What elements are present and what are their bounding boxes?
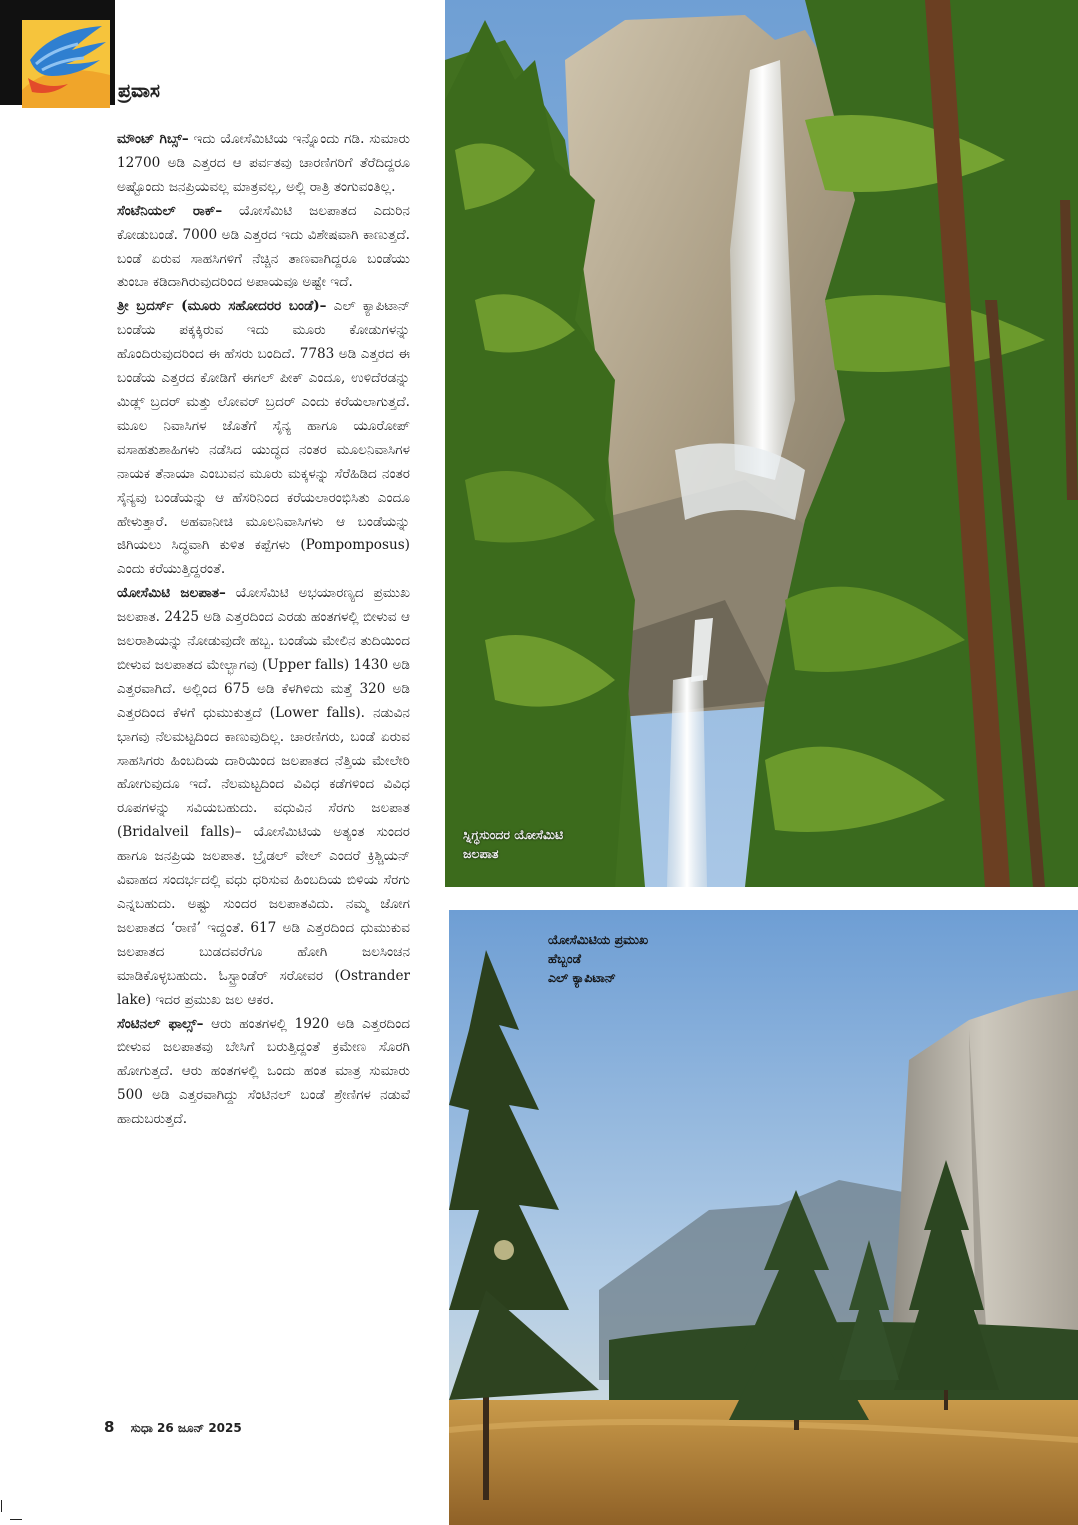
el-capitan-caption: [548, 930, 648, 987]
waterfall-caption-line1: ಸ್ನಿಗ್ಧಸುಂದರ ಯೋಸೆಮಿಟಿ: [463, 827, 564, 842]
crop-mark-horizontal: [10, 1519, 22, 1520]
section-label: ಪ್ರವಾಸ: [118, 80, 161, 102]
lead-yosemite-falls: ಯೋಸೆಮಿಟಿ ಜಲಪಾತ–: [117, 585, 226, 602]
lead-mount-gibbs: ಮೌಂಟ್ ಗಿಬ್ಸ್–: [117, 131, 189, 147]
body-yosemite-falls: ಯೋಸೆಮಿಟಿ ಅಭಯಾರಣ್ಯದ ಪ್ರಮುಖ ಜಲಪಾತ. 2425 ಅಡಿ ಎತ್ತರದಿಂದ ಎರಡು ಹಂತಗಳಲ್ಲಿ ಬೀಳುವ ಆ ಜಲರಾಶಿಯನ್ನು ನೋಡುವುದೇ ಹಬ್ಬ. ಬಂಡೆಯ ಮೇಲಿನ ತುದಿಯಿಂದ ಬೀಳುವ ಜಲಪಾತದ ಮೇಲ್ಭಾಗವು (Upper falls) 1430 ಅಡಿ ಎತ್ತರವಾಗಿದೆ. ಅಲ್ಲಿಂದ 675 ಅಡಿ ಕೆಳಗಿಳಿದು ಮತ್ತೆ 320 ಅಡಿ ಎತ್ತರದಿಂದ ಕೆಳಗೆ ಧುಮುಕುತ್ತದೆ (Lower falls). ನಡುವಿನ ಭಾಗವು ನೆಲಮಟ್ಟದಿಂದ ಕಾಣುವುದಿಲ್ಲ. ಚಾರಣಿಗರು, ಬಂಡೆ ಏರುವ ಸಾಹಸಿಗರು ಹಿಂಬದಿಯ ದಾರಿಯಿಂದ ಜಲಪಾತದ ನೆತ್ತಿಯ ಮೇಲೇರಿ ಹೋಗುವುದೂ ಇದೆ. ನೆಲಮಟ್ಟದಿಂದ ವಿವಿಧ ಕಡೆಗಳಿಂದ ವಿವಿಧ ರೂಪಗಳನ್ನು ಸವಿಯಬಹುದು. ವಧುವಿನ ಸೆರಗು ಜಲಪಾತ (Bridalveil falls)– ಯೋಸೆಮಿಟಿಯ ಅತ್ಯಂತ ಸುಂದರ ಹಾಗೂ ಜನಪ್ರಿಯ ಜಲಪಾತ. ಬ್ರೈಡಲ್ ವೇಲ್ ಎಂದರೆ ಕ್ರಿಶ್ಚಿಯನ್ ವಿವಾಹದ ಸಂದರ್ಭದಲ್ಲಿ ವಧು ಧರಿಸುವ ಹಿಂಬದಿಯ ಬಿಳಿಯ ಸೆರಗು ಎನ್ನಬಹುದು. ಅಷ್ಟು ಸುಂದರ ಜಲಪಾತವಿದು. ನಮ್ಮ ಜೋಗ ಜಲಪಾತದ ‘ರಾಣಿ’ ಇದ್ದಂತೆ. 617 ಅಡಿ ಎತ್ತರದಿಂದ ಧುಮುಕುವ ಜಲಪಾತದ ಬುಡದವರೆಗೂ ಹೋಗಿ ಜಲಸಿಂಚನ ಮಾಡಿಕೊಳ್ಳಬಹುದು. ಓಸ್ಟ್ರಾಂಡೆರ್ ಸರೋವರ (Ostrander lake) ಇದರ ಪ್ರಮುಖ ಜಲ ಆಕರ.: [117, 585, 411, 1008]
el-capitan-illustration: [449, 910, 1078, 1525]
paragraph-yosemite-falls: [117, 582, 410, 1012]
body-sentinel-falls: ಆರು ಹಂತಗಳಲ್ಲಿ 1920 ಅಡಿ ಎತ್ತರದಿಂದ ಬೀಳುವ ಜಲಪಾತವು ಬೇಸಿಗೆ ಬರುತ್ತಿದ್ದಂತೆ ಕ್ರಮೇಣ ಸೊರಗಿ ಹೋಗುತ್ತದೆ. ಆರು ಹಂತಗಳಲ್ಲಿ ಒಂದು ಹಂತ ಮಾತ್ರ ಸುಮಾರು 500 ಅಡಿ ಎತ್ತರವಾಗಿದ್ದು ಸೆಂಟಿನಲ್ ಬಂಡೆ ಶ್ರೇಣಿಗಳ ನಡುವೆ ಹಾದುಬರುತ್ತದೆ.: [117, 1015, 410, 1128]
article-body: [117, 128, 410, 1393]
el-capitan-photo: [449, 910, 1078, 1525]
page-number: 8: [104, 1418, 115, 1436]
bird-logo-icon: [22, 20, 110, 108]
lead-sentinel-falls: ಸೆಂಟಿನಲ್ ಫಾಲ್ಸ್–: [117, 1015, 204, 1032]
page-footer: [104, 1418, 242, 1436]
waterfall-photo: [445, 0, 1078, 887]
paragraph-centennial-rock: [117, 200, 410, 296]
lead-centennial-rock: ಸೆಂಟೆನಿಯಲ್ ರಾಕ್–: [117, 202, 223, 219]
waterfall-illustration: [445, 0, 1078, 887]
paragraph-sentinel-falls: [117, 1013, 410, 1133]
body-mount-gibbs: ಇದು ಯೋಸೆಮಿಟಿಯ ಇನ್ನೊಂದು ಗಡಿ. ಸುಮಾರು 12700 ಅಡಿ ಎತ್ತರದ ಆ ಪರ್ವತವು ಚಾರಣಿಗರಿಗೆ ತೆರೆದಿದ್ದರೂ ಅಷ್ಟೊಂದು ಜನಪ್ರಿಯವಲ್ಲ ಮಾತ್ರವಲ್ಲ, ಅಲ್ಲಿ ರಾತ್ರಿ ತಂಗುವಂತಿಲ್ಲ.: [117, 131, 410, 195]
waterfall-caption-line2: ಜಲಪಾತ: [463, 846, 499, 861]
body-three-brothers: ಎಲ್ ಕ್ಯಾಪಿಟಾನ್ ಬಂಡೆಯ ಪಕ್ಕಕ್ಕಿರುವ ಇದು ಮೂರು ಕೋಡುಗಳನ್ನು ಹೊಂದಿರುವುದರಿಂದ ಈ ಹೆಸರು ಬಂದಿದೆ. 7783 ಅಡಿ ಎತ್ತರದ ಈ ಬಂಡೆಯ ಎತ್ತರದ ಕೋಡಿಗೆ ಈಗಲ್ ಪೀಕ್ ಎಂದೂ, ಉಳಿದೆರಡನ್ನು ಮಿಡ್ಲ್ ಬ್ರದರ್ ಮತ್ತು ಲೋವರ್ ಬ್ರದರ್ ಎಂದು ಕರೆಯಲಾಗುತ್ತದೆ. ಮೂಲ ನಿವಾಸಿಗಳ ಜೊತೆಗೆ ಸೈನ್ಯ ಹಾಗೂ ಯೂರೋಪ್ ವಸಾಹತುಶಾಹಿಗಳು ನಡೆಸಿದ ಯುದ್ಧದ ನಂತರ ಮೂಲನಿವಾಸಿಗಳ ನಾಯಕ ತೆನಾಯಾ ಎಂಬುವನ ಮೂರು ಮಕ್ಕಳನ್ನು ಸೆರೆಹಿಡಿದ ನಂತರ ಸೈನ್ಯವು ಬಂಡೆಯನ್ನು ಆ ಹೆಸರಿನಿಂದ ಕರೆಯಲಾರಂಭಿಸಿತು ಎಂದೂ ಹೇಳುತ್ತಾರೆ. ಅಹವಾನೀಚಿ ಮೂಲನಿವಾಸಿಗಳು ಆ ಬಂಡೆಯನ್ನು ಜಿಗಿಯಲು ಸಿದ್ಧವಾಗಿ ಕುಳಿತ ಕಪ್ಪೆಗಳು (Pompomposus) ಎಂದು ಕರೆಯುತ್ತಿದ್ದರಂತೆ.: [117, 298, 410, 578]
waterfall-caption: [463, 825, 563, 863]
publication-line: ಸುಧಾ 26 ಜೂನ್ 2025: [130, 1421, 242, 1435]
el-capitan-caption-line2: ಹೆಬ್ಬಂಡೆ: [548, 951, 582, 966]
crop-mark-vertical: [1, 1500, 2, 1512]
el-capitan-caption-line3: ಎಲ್ ಕ್ಯಾಪಿಟಾನ್: [548, 970, 616, 985]
paragraph-three-brothers: [117, 295, 410, 582]
paragraph-mount-gibbs: [117, 128, 410, 200]
el-capitan-caption-line1: ಯೋಸೆಮಿಟಿಯ ಪ್ರಮುಖ: [548, 932, 649, 947]
body-centennial-rock: ಯೋಸೆಮಿಟಿ ಜಲಪಾತದ ಎದುರಿನ ಕೋಡುಬಂಡೆ. 7000 ಅಡಿ ಎತ್ತರದ ಇದು ವಿಶೇಷವಾಗಿ ಕಾಣುತ್ತದೆ. ಬಂಡೆ ಏರುವ ಸಾಹಸಿಗಳಿಗೆ ನೆಚ್ಚಿನ ತಾಣವಾಗಿದ್ದರೂ ಬಂಡೆಯು ತುಂಬಾ ಕಡಿದಾಗಿರುವುದರಿಂದ ಅಪಾಯವೂ ಅಷ್ಟೇ ಇದೆ.: [117, 202, 410, 291]
lead-three-brothers: ತ್ರೀ ಬ್ರದರ್ಸ್ (ಮೂರು ಸಹೋದರರ ಬಂಡೆ)–: [117, 298, 327, 315]
